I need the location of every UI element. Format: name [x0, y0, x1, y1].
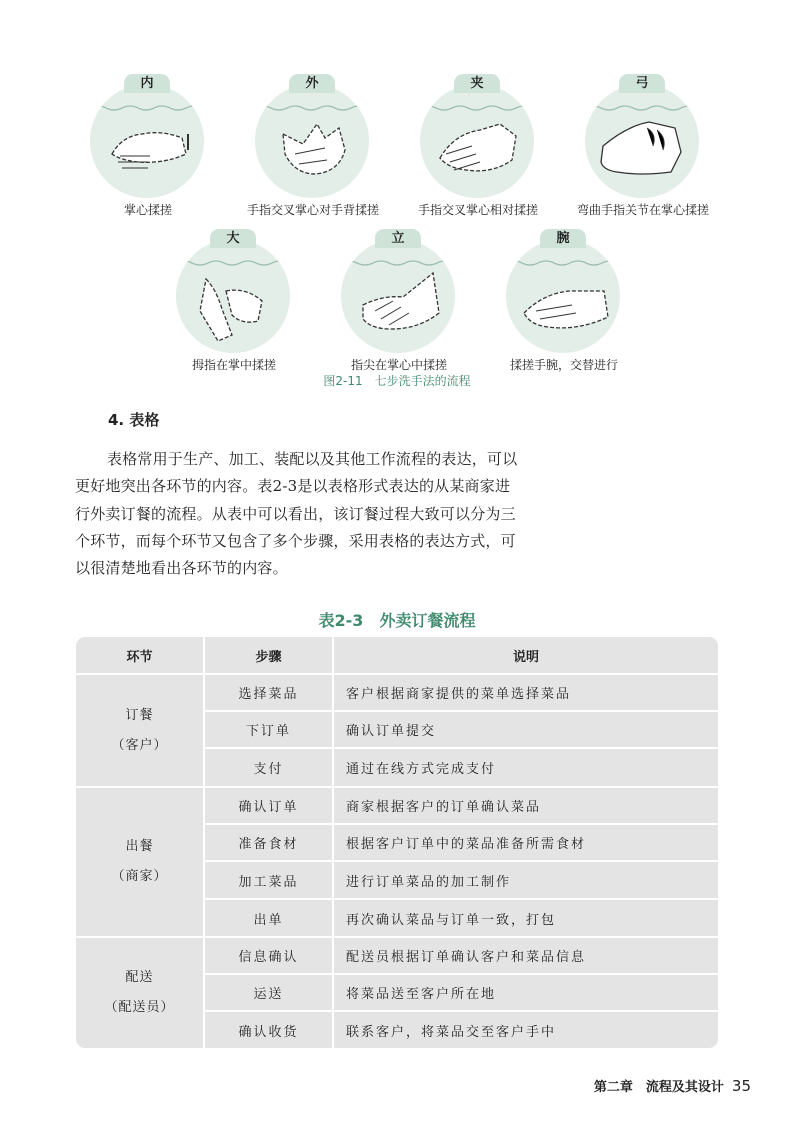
stage-role: （商家）: [111, 869, 168, 884]
step-illustration: [90, 84, 204, 198]
desc-cell: 通过在线方式完成支付: [346, 762, 497, 777]
desc-cell: 进行订单菜品的加工制作: [346, 874, 512, 890]
stage-cell-order: [76, 675, 203, 786]
desc-cell: 客户根据商家提供的菜单选择菜品: [346, 687, 572, 702]
stage-cell-delivery: [76, 938, 203, 1048]
step-label: 夹: [454, 74, 500, 93]
stage-name: 配送: [125, 970, 154, 985]
stage-name: 出餐: [125, 839, 154, 854]
stage-name: 订餐: [125, 707, 154, 723]
desc-cell: 商家根据客户的订单确认菜品: [346, 800, 542, 815]
paragraph-line: 个环节，而每个环节又包含了多个步骤，采用表格的表达方式，可: [75, 531, 516, 550]
step-label: 内: [124, 74, 170, 93]
section-heading: 4. 表格: [108, 411, 160, 429]
stage-role: （客户）: [111, 737, 168, 753]
step-cell: 信息确认: [238, 950, 299, 965]
order-flow-table: [76, 637, 718, 1048]
step-label: 大: [210, 229, 256, 248]
step-cell: 确认订单: [238, 800, 299, 815]
page-footer: [594, 1076, 751, 1095]
step-caption: 弯曲手指关节在掌心揉搓: [576, 203, 709, 217]
thumb-rub-icon: [176, 239, 290, 353]
page-number: 35: [731, 1077, 751, 1095]
step-cell: 选择菜品: [238, 687, 299, 702]
header-description: 说明: [512, 649, 539, 665]
step-label: 外: [289, 74, 335, 93]
step-cell: 支付: [253, 762, 284, 777]
wrist-rub-icon: [506, 239, 620, 353]
stage-role: （配送员）: [104, 1000, 175, 1015]
table-title: 表2-3 外卖订餐流程: [318, 611, 476, 630]
step-label: 腕: [540, 229, 586, 248]
step-illustration: [176, 239, 290, 353]
step-caption: 手指交叉掌心相对揉搓: [417, 203, 538, 217]
step-illustration: [255, 84, 369, 198]
step-illustration: [341, 239, 455, 353]
step-cell: 加工菜品: [238, 874, 299, 890]
step-caption: 手指交叉掌心对手背揉搓: [246, 203, 379, 217]
back-of-hand-rub-icon: [255, 84, 369, 198]
paragraph-line: 以很清楚地看出各环节的内容。: [75, 559, 288, 578]
knuckle-rub-icon: [585, 84, 699, 198]
paragraph-line: 行外卖订餐的流程。从表中可以看出，该订餐过程大致可以分为三: [75, 504, 516, 523]
interlaced-fingers-icon: [420, 84, 534, 198]
step-illustration: [585, 84, 699, 198]
header-step: 步骤: [255, 649, 282, 665]
desc-cell: 联系客户，将菜品交至客户手中: [346, 1024, 557, 1040]
step-cell: 下订单: [245, 724, 291, 739]
step-caption: 拇指在掌中揉搓: [191, 358, 276, 372]
step-illustration: [506, 239, 620, 353]
step-cell: 准备食材: [238, 837, 299, 852]
desc-cell: 根据客户订单中的菜品准备所需食材: [346, 837, 587, 852]
desc-cell: 确认订单提交: [346, 724, 437, 739]
chapter-title: 第二章 流程及其设计: [593, 1080, 724, 1095]
figure-caption: 图2-11 七步洗手法的流程: [323, 374, 471, 388]
stage-cell-prepare: [76, 788, 203, 936]
fingertip-rub-icon: [341, 239, 455, 353]
step-illustration: [420, 84, 534, 198]
step-label: 立: [375, 229, 421, 248]
paragraph-line: 更好地突出各环节的内容。表2-3是以表格形式表达的从某商家进: [75, 477, 511, 496]
step-cell: 出单: [253, 912, 284, 928]
step-caption: 掌心揉搓: [123, 203, 172, 217]
header-stage: 环节: [126, 649, 153, 665]
step-caption: 揉搓手腕，交替进行: [509, 358, 618, 372]
desc-cell: 将菜品送至客户所在地: [346, 987, 497, 1002]
desc-cell: 配送员根据订单确认客户和菜品信息: [346, 950, 587, 965]
step-cell: 运送: [253, 987, 284, 1002]
step-label: 弓: [619, 74, 665, 93]
step-cell: 确认收货: [238, 1024, 299, 1040]
paragraph-line: 表格常用于生产、加工、装配以及其他工作流程的表达，可以: [107, 450, 518, 468]
body-paragraph: [75, 446, 561, 582]
desc-cell: 再次确认菜品与订单一致，打包: [346, 912, 557, 928]
palm-rub-icon: [90, 84, 204, 198]
step-caption: 指尖在掌心中揉搓: [350, 358, 447, 372]
